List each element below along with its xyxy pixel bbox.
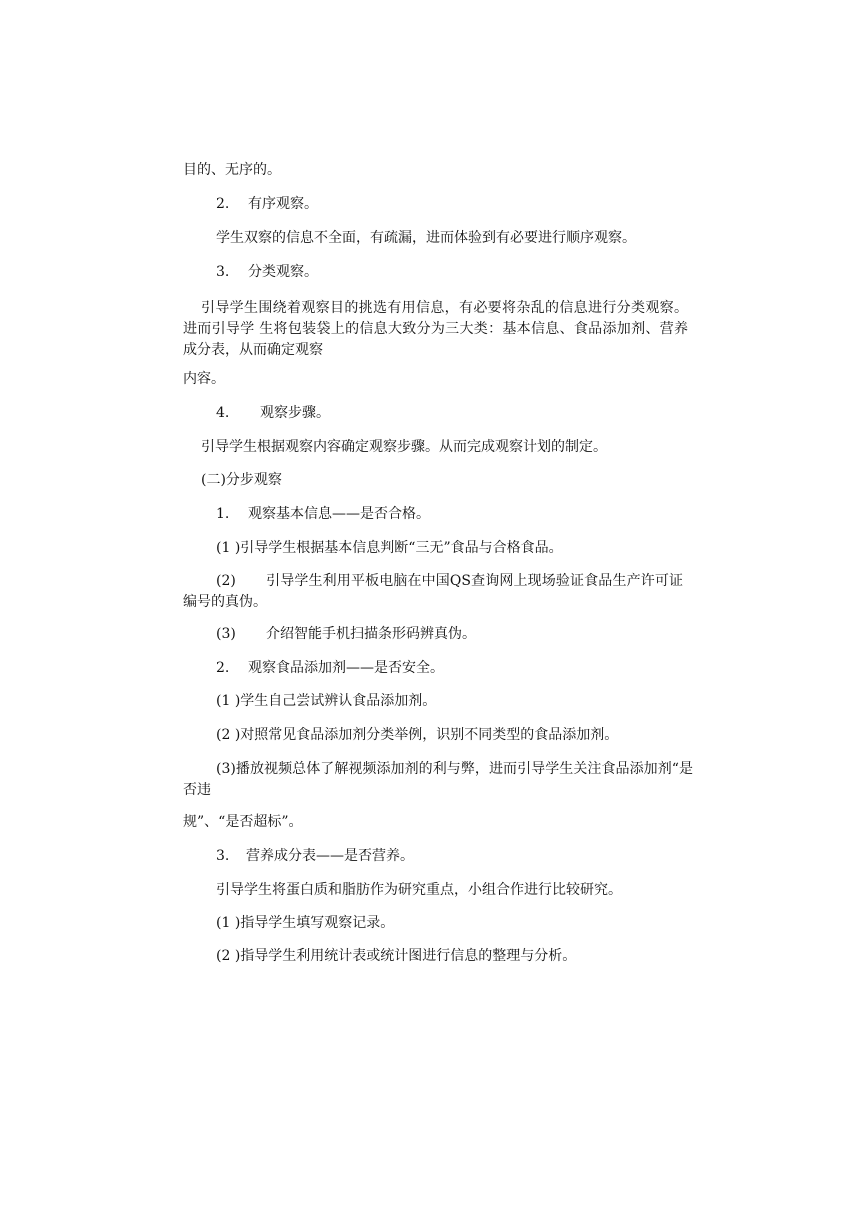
list-item: (1 )指导学生填写观察记录。 — [216, 915, 395, 931]
item-text: 观察步骤。 — [260, 405, 330, 421]
list-item: (1 )引导学生根据基本信息判断“三无”食品与合格食品。 — [216, 540, 563, 556]
list-item — [183, 571, 683, 613]
text-line: 目的、无序的。 — [183, 162, 281, 178]
numbered-heading — [216, 658, 444, 678]
item-text: 营养成分表——是否营养。 — [246, 848, 414, 864]
numbered-heading — [216, 194, 318, 214]
item-number: 2. — [216, 196, 230, 212]
item-text: 分类观察。 — [248, 264, 318, 280]
item-text: 介绍智能手机扫描条形码辨真伪。 — [266, 626, 476, 642]
item-number: 3. — [216, 264, 230, 280]
item-number: 1. — [216, 506, 230, 522]
paragraph: 引导学生将蛋白质和脂肪作为研究重点，小组合作进行比较研究。 — [216, 882, 622, 898]
item-number: 3. — [216, 848, 230, 864]
item-number: (3) — [216, 626, 236, 642]
item-text: 有序观察。 — [248, 196, 318, 212]
paragraph: 学生双察的信息不全面，有疏漏，进而体验到有必要进行顺序观察。 — [216, 230, 636, 246]
numbered-heading — [216, 504, 430, 524]
section-heading: (二)分步观察 — [201, 472, 282, 488]
numbered-heading — [216, 262, 318, 282]
paragraph: 引导学生围绕着观察目的挑选有用信息，有必要将杂乱的信息进行分类观察。进而引导学 生将包装袋上的信息大致分为三大类：基本信息、食品添加剂、营养成分表，从而确定观察 — [183, 300, 688, 358]
item-text: 观察基本信息——是否合格。 — [248, 506, 430, 522]
item-number: 2. — [216, 660, 230, 676]
item-number: 4. — [216, 405, 230, 421]
list-item: (3)播放视频总体了解视频添加剂的利与弊，进而引导学生关注食品添加剂“是否违 — [183, 761, 693, 798]
item-number: (2) — [216, 573, 236, 589]
list-item — [216, 624, 476, 644]
item-text: 观察食品添加剂——是否安全。 — [248, 660, 444, 676]
list-item: (2 )指导学生利用统计表或统计图进行信息的整理与分析。 — [216, 948, 577, 964]
list-item: (2 )对照常见食品添加剂分类举例，识别不同类型的食品添加剂。 — [216, 727, 619, 743]
item-text: 引导学生利用平板电脑在中国QS查询网上现场验证食品生产许可证编号的真伪。 — [183, 573, 683, 610]
list-item: (1 )学生自己尝试辨认食品添加剂。 — [216, 693, 437, 709]
paragraph: 引导学生根据观察内容确定观察步骤。从而完成观察计划的制定。 — [201, 439, 607, 455]
text-line: 内容。 — [183, 371, 225, 387]
numbered-heading — [216, 403, 330, 423]
text-line: 规”、“是否超标”。 — [183, 814, 303, 830]
numbered-heading — [216, 846, 414, 866]
